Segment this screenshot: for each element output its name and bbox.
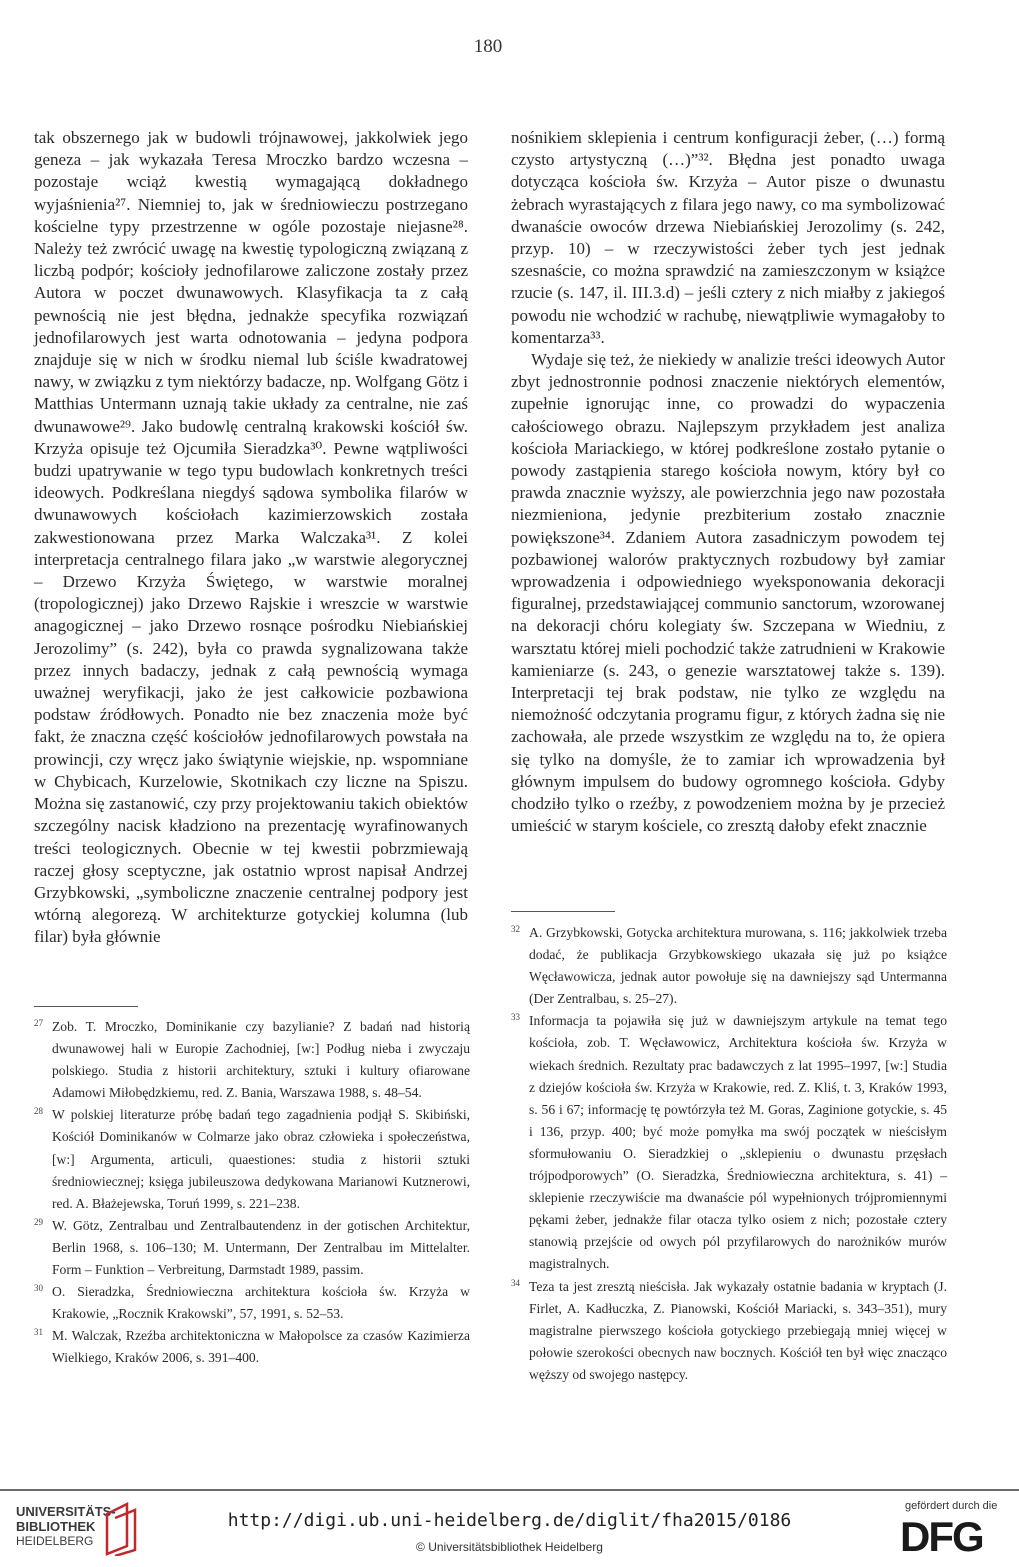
footnote-text: Zob. T. Mroczko, Dominikanie czy bazylianie? Z badań nad historią dwunawowej hali w Europie Zachodniej, [w:] Podług nieba i zwyczaju polskiego. Studia z historii architektury, sztuki i kultury ofiarowane Adamowi Miłobędzkiemu, red. Z. Bania, Warszawa 1988, s. 48–54. [52, 1019, 470, 1101]
footnote-number: 28 [34, 1106, 43, 1117]
footnote-text: Informacja ta pojawiła się już w dawniejszym artykule na temat tego kościoła, zob. T. Węcławowicz, Architektura kościoła św. Krzyża w wiekach średnich. Rezultaty prac badawczych z lat 1995–1997, [w:] Studia z dziejów kościoła św. Krzyża w Krakowie, red. Z. Kliś, t. 3, Kraków 1993, s. 56 i 67; informację tę powtórzyła też M. Goras, Zaginione gotyckie, s. 45 i 136, przyp. 400; być może pomyłka ma swój początek w nieścisłym sformułowaniu O. Sieradzkiej o „sklepieniu o dwunastu przęsłach trójpodporowych” (O. Sieradzka, Średniowieczna architektura, s. 41) – sklepienie rzeczywiście ma dwanaście pól wypełnionych trójpromiennymi pękami żeber, jednakże filar otacza tylko osiem z nich; pozostałe cztery stanowią przejście od owych pól przyfilarowych do narożników murów magistralnych. [529, 1013, 947, 1272]
body-paragraph: nośnikiem sklepienia i centrum konfiguracji żeber, (…) formą czysto artystyczną (…)”³². Błędna jest ponadto uwaga dotycząca kościoła św. Krzyża – Autor pisze o dwunastu żebrach wyrastających z filara jego nawy, co ma symbolizować dwanaście owoców drzewa Niebiańskiej Jerozolimy (s. 242, przyp. 10) – w rzeczywistości żeber tych jest jednak szesnaście, co można sprawdzić na zamieszczonym w książce rzucie (s. 147, il. III.3.d) – jeśli cztery z nich miałby z jakiegoś powodu nie wchodzić w rachubę, niewątpliwie wymagałoby to komentarza³³. [511, 128, 945, 347]
footnotes-left [34, 1016, 470, 1370]
library-name-line: HEIDELBERG [16, 1534, 94, 1548]
footnote [34, 1325, 470, 1369]
library-name-line: BIBLIOTHEK [16, 1518, 96, 1534]
body-column-left [34, 127, 468, 949]
footnote-text: Teza ta jest zresztą nieścisła. Jak wykazały ostatnie badania w kryptach (J. Firlet, A. Kadłuczka, Z. Pianowski, Kościół Mariacki, s. 343–351), mury magistralne pierwszego kościoła gotyckiego przebiegają mniej więcej w połowie szerokości obecnych naw bocznych. Kościół ten był więc znacząco węższy od swojego następcy. [529, 1278, 947, 1382]
copyright-notice: © Universitätsbibliothek Heidelberg [416, 1540, 603, 1554]
footnote-number: 30 [34, 1283, 43, 1294]
footnote-text: M. Walczak, Rzeźba architektoniczna w Małopolsce za czasów Kazimierza Wielkiego, Kraków 2006, s. 391–400. [52, 1328, 470, 1366]
funding-label: gefördert durch die [905, 1500, 998, 1512]
footer-divider [0, 1489, 1019, 1491]
page-number: 180 [473, 36, 503, 57]
footnote [34, 1281, 470, 1325]
footnote-number: 34 [511, 1277, 520, 1288]
footnote-text: O. Sieradzka, Średniowieczna architektura kościoła św. Krzyża w Krakowie, „Rocznik Krakowski”, 57, 1991, s. 52–53. [52, 1284, 470, 1322]
dfg-logo-text: DFG [900, 1515, 983, 1555]
library-name-line: UNIVERSITÄTS- [16, 1504, 116, 1519]
footnote-text: W. Götz, Zentralbau und Zentralbautendenz in der gotischen Architektur, Berlin 1968, s. 106–130; M. Untermann, Der Zentralbau im Mittelalter. Form – Funktion – Verbreitung, Darmstadt 1989, passim. [52, 1217, 470, 1278]
footnote-divider-left [34, 1006, 138, 1007]
footnote-number: 29 [34, 1216, 43, 1227]
footnote-divider-right [511, 911, 615, 912]
footnote [34, 1104, 470, 1214]
footnote-number: 32 [511, 924, 520, 934]
footnote-number: 31 [34, 1327, 43, 1338]
footnote [511, 1010, 947, 1275]
footnote [34, 1215, 470, 1281]
permalink-url[interactable]: http://digi.ub.uni-heidelberg.de/diglit/fha2015/0186 [227, 1510, 792, 1531]
footnotes-right [511, 922, 947, 1386]
dfg-logo[interactable] [900, 1515, 1006, 1555]
footnote-text: A. Grzybkowski, Gotycka architektura murowana, s. 116; jakkolwiek trzeba dodać, że publikacja Grzybkowskiego ukazała się już po książce Węcławowicza, jednak autor powołuje się na dawniejszy sąd Untermanna (Der Zentralbau, s. 25–27). [529, 925, 947, 1007]
footnote [34, 1016, 470, 1104]
footnote [511, 922, 947, 1010]
body-column-right [511, 127, 945, 838]
footnote-number: 33 [511, 1012, 520, 1023]
footnote-number: 27 [34, 1018, 43, 1028]
body-paragraph: tak obszernego jak w budowli trójnawowej, jakkolwiek jego geneza – jak wykazała Teresa Mroczko bardzo wczesna – pozostaje wciąż kwestią wymagającą dokładnego wyjaśnienia²⁷. Niemniej to, jak w średniowieczu postrzegano kościelne typy przestrzenne w ogóle pozostaje niejasne²⁸. Należy też zwrócić uwagę na kwestię typologiczną związaną z liczbą podpór; kościoły jednofilarowe zaliczone zostały przez Autora w poczet dwunawowych. Klasyfikacja ta z całą pewnością nie jest błędna, jednakże specyfika rozwiązań jednofilarowych jest warta odnotowania – jedyna podpora znajduje się w nich w środku niemal lub ściśle kwadratowej nawy, w związku z tym niektórzy badacze, np. Wolfgang Götz i Matthias Untermann uznają takie układy za centralne, nie zaś dwunawowe²⁹. Jako budowlę centralną krakowski kościół św. Krzyża opisuje też Ojcumiła Sieradzka³⁰. Pewne wątpliwości budzi upatrywanie w tego typu budowlach konkretnych treści ideowych. Podkreślana niegdyś sądowa symbolika filarów w dwunawowych kościołach kazimierzowskich została zakwestionowana przez Marka Walczaka³¹. Z kolei interpretacja centralnego filara jako „w warstwie alegorycznej – Drzewo Krzyża Świętego, w warstwie moralnej (tropologicznej) jako Drzewo Rajskie i wreszcie w warstwie anagogicznej – jako Drzewo rosnące pośrodku Niebiańskiej Jerozolimy” (s. 242), była co prawda sygnalizowana także przez innych badaczy, jednak z całą pewnością wymaga uważnej weryfikacji, jako że jest całkowicie pozbawiona podstaw źródłowych. Ponadto nie bez znaczenia może być fakt, że znaczna część kościołów jednofilarowych powstała na prowincji, czy wręcz jako świątynie wiejskie, np. wspomniane w Chybicach, Kurzelowie, Skotnikach czy liczne na Spiszu. Można się zastanowić, czy przy projektowaniu takich obiektów szczególny nacisk kładziono na prezentację wyrafinowanych treści teologicznych. Obecnie w tej kwestii pobrzmiewają raczej głosy sceptyczne, jak ostatnio wprost napisał Andrzej Grzybkowski, „symboliczne znaczenie centralnej podpory jest wtórną alegorezą. W architekturze gotyckiej kolumna (lub filar) była głównie [34, 128, 468, 947]
footnote [511, 1276, 947, 1386]
body-paragraph: Wydaje się też, że niekiedy w analizie treści ideowych Autor zbyt jednostronnie podnosi znaczenie niektórych elementów, zupełnie ignorując inne, co prowadzi do wypaczenia całościowego obrazu. Najlepszym przykładem jest analiza kościoła Mariackiego, w której podkreślone zostało pytanie o powody zastąpienia starego kościoła nowym, który był co prawda znacznie wyższy, ale powierzchnia jego naw pozostała niezmieniona, jedynie prezbiterium zostało znacznie powiększone³⁴. Zdaniem Autora zasadniczym powodem tej pozbawionej walorów praktycznych rozbudowy był zamiar wprowadzenia i odpowiedniego wyeksponowania dekoracji figuralnej, przedstawiającej communio sanctorum, wzorowanej na dekoracji chóru kolegiaty św. Szczepana w Wiedniu, z warsztatu której mieli pochodzić także zatrudnieni w Krakowie kamieniarze (s. 243, o genezie warsztatowej także s. 139). Interpretacji tej brak podstaw, nie tylko ze względu na niemożność odczytania programu figur, z których żadna się nie zachowała, ale przede wszystkim ze względu na to, że opiera się tylko na domyśle, że to zamiar ich wprowadzenia był głównym impulsem do budowy ogromnego kościoła. Gdyby chodziło tylko o rzeźby, z powodzeniem można by je przecież umieścić w starym kościele, co zresztą dałoby efekt znacznie [511, 350, 945, 836]
footnote-text: W polskiej literaturze próbę badań tego zagadnienia podjął S. Skibiński, Kościół Dominikanów w Colmarze jako obraz człowieka i społeczeństwa, [w:] Argumenta, articuli, quaestiones: studia z historii sztuki średniowiecznej; księga jubileuszowa dedykowana Marianowi Kutznerowi, red. A. Błażejewska, Toruń 1999, s. 221–238. [52, 1107, 470, 1211]
